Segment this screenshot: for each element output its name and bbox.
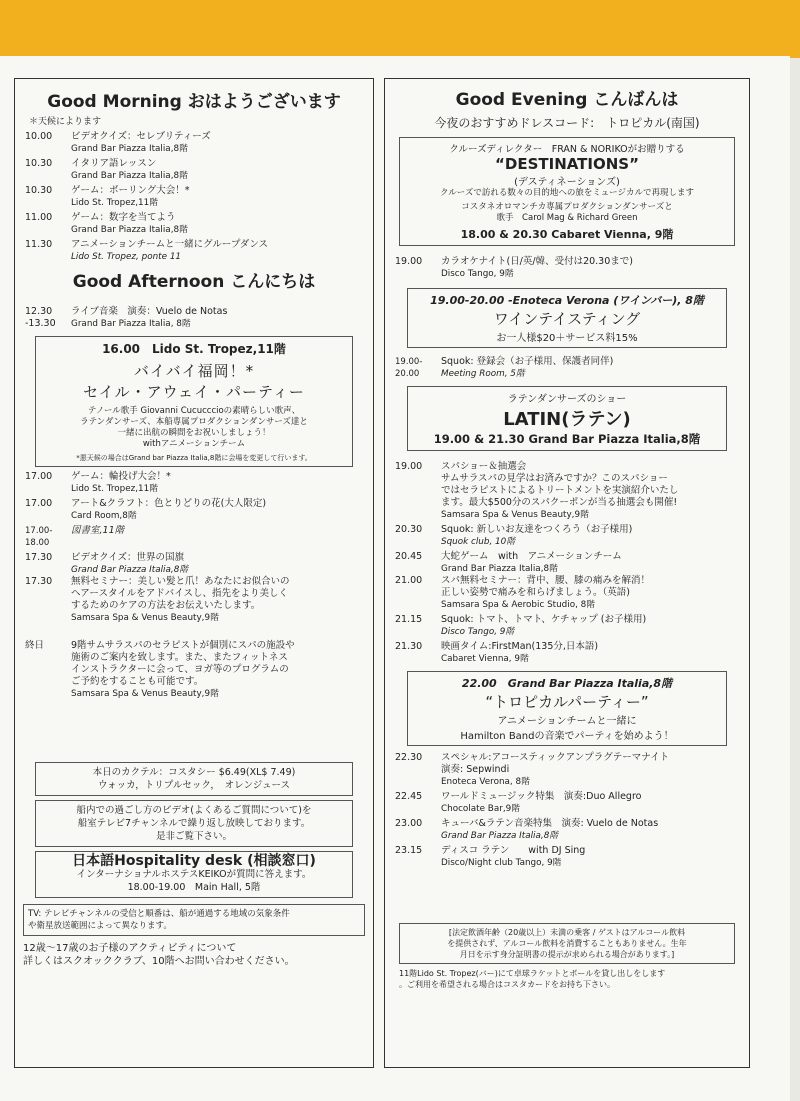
pingpong-line-1: 11階Lido St. Tropez(バー)にて卓球ラケットとボールを貸し出しをします (399, 969, 666, 978)
latin-header: ラテンダンサーズのショー (507, 394, 627, 405)
schedule-item (385, 845, 749, 869)
alcohol-line-2: を提供されず、アルコール飲料を消費することもありません。生年 (447, 939, 687, 948)
schedule-item (385, 818, 749, 842)
morning-schedule (15, 131, 373, 263)
alcohol-line-1: [法定飲酒年齢（20歳以上）未満の乗客 / ゲストはアルコール飲料 (448, 928, 686, 937)
item-time: 12.30 (25, 306, 53, 317)
destinations-title: “DESTINATIONS” (495, 155, 639, 173)
item-title: カラオケナイト(日/英/韓、受付は20.30まで) (441, 256, 633, 267)
seminar-line-3: するためのケアの方法をお伝えいたします。 (71, 600, 261, 611)
schedule-item (385, 791, 749, 815)
destinations-cast-2: 歌手 Carol Mag & Richard Green (496, 213, 638, 223)
item-time: 19.00-20.00 (395, 357, 423, 379)
schedule-item (15, 185, 373, 209)
tropical-line-1: アニメーションチームと一緒に (497, 716, 637, 727)
item-place: Grand Bar Piazza Italia,8階 (71, 565, 189, 575)
video-line-3: 是非ご覧下さい。 (155, 831, 232, 842)
item-time: 23.15 (395, 845, 423, 856)
item-place: Card Room,8階 (71, 511, 137, 521)
alcohol-line-3: 月日を示す身分証明書の提示が求められる場合があります。] (459, 950, 675, 959)
item-title: スペシャル:アコースティックアンプラグテーマナイト (441, 752, 670, 763)
schedule-item (15, 498, 373, 522)
item-place: Samsara Spa & Venus Beauty,9階 (441, 510, 589, 520)
sailaway-desc-2: ラテンダンサーズ、本船専属プロダクションダンサーズ達と (80, 417, 308, 427)
schedule-item-allday (15, 640, 373, 700)
schedule-item (15, 131, 373, 155)
hospitality-desk-box (35, 851, 353, 898)
item-place: Grand Bar Piazza Italia,8階 (441, 831, 559, 841)
item-place: Enoteca Verona, 8階 (441, 777, 530, 787)
weather-note: ＊天候によります (29, 117, 102, 127)
item-place: Disco Tango, 9階 (441, 269, 514, 279)
cocktail-line-1: 本日のカクテル：コスタシー $6.49(XL$ 7.49) (92, 767, 296, 778)
destinations-desc: クルーズで訪れる数々の目的地への旅をミュージカルで再現します (440, 188, 694, 198)
item-time: 11.30 (25, 239, 53, 250)
item-place: Samsara Spa & Aerobic Studio, 8階 (441, 600, 596, 610)
tv-line-2: や衛星放送範囲によって異なります。 (28, 921, 172, 931)
schedule-item-karaoke (385, 256, 749, 280)
item-time: 22.30 (395, 752, 423, 763)
item-place: Samsara Spa & Venus Beauty,9階 (71, 689, 219, 699)
item-time: 10.30 (25, 158, 53, 169)
destinations-box (399, 137, 735, 246)
afternoon-title: Good Afternoon こんにちは (72, 272, 316, 292)
item-title: 大蛇ゲーム with アニメーションチーム (441, 551, 622, 562)
schedule-item (385, 752, 749, 788)
item-time: 21.15 (395, 614, 423, 625)
schedule-item (385, 524, 749, 548)
item-title: Squok: 登録会（お子様用、保護者同伴) (441, 356, 614, 367)
kids-note (15, 942, 373, 968)
item-title: アート&クラフト：色とりどりの花(大人限定) (71, 498, 267, 509)
item-title: 映画タイム:FirstMan(135分,日本語) (441, 641, 599, 652)
item-time: 17.00 (25, 498, 53, 509)
video-box (35, 800, 353, 847)
kids-line-2: 詳しくはスクオッククラブ、10階へお問い合わせください。 (23, 956, 295, 967)
pingpong-line-2: 。ご利用を希望される場合はコスタカードをお持ち下さい。 (399, 980, 615, 989)
item-title: ワールドミュージック特集 演奏:Duo Allegro (441, 791, 642, 802)
item-place: Squok club, 10階 (441, 537, 516, 547)
sailaway-note: *悪天候の場合はGrand bar Piazza Italia,8階に会場を変更して行います。 (76, 454, 312, 462)
tv-line-1: TV: テレビチャンネルの受信と順番は、船が通過する地域の気象条件 (28, 909, 290, 919)
item-time: 20.45 (395, 551, 423, 562)
wine-price: お一人様$20＋サービス料15% (496, 333, 638, 344)
posture-line-1: スパ無料セミナー：背中、腰、膝の痛みを解消！ (441, 575, 651, 586)
schedule-item (15, 239, 373, 263)
item-time: 17.30 (25, 576, 53, 587)
item-time: 10.00 (25, 131, 53, 142)
item-time: 23.00 (395, 818, 423, 829)
desk-line-2: 18.00-19.00 Main Hall, 5階 (127, 882, 261, 893)
morning-title: Good Morning おはようございます (47, 92, 341, 112)
right-column (384, 78, 750, 1068)
sailaway-title-2: セイル・アウェイ・パーティー (83, 383, 305, 401)
tropical-line-2: Hamilton Bandの音楽でパーティを始めよう！ (460, 731, 674, 742)
schedule-item (15, 552, 373, 576)
item-time: 19.00 (395, 461, 423, 472)
item-place: Lido St. Tropez, ponte 11 (71, 252, 182, 262)
item-title: ライブ音楽 演奏：Vuelo de Notas (71, 306, 228, 317)
spa-line-1: スパショー＆抽選会 (441, 461, 527, 472)
wine-box (407, 288, 727, 348)
video-line-1: 船内での過ごし方のビデオ(よくあるご質問について)を (76, 805, 312, 816)
cocktail-box (35, 762, 353, 796)
destinations-time: 18.00 & 20.30 Cabaret Vienna, 9階 (460, 228, 674, 241)
item-time: 17.30 (25, 552, 53, 563)
afternoon-schedule (15, 471, 373, 576)
item-place: Disco/Night club Tango, 9階 (441, 858, 562, 868)
spa-line-2: サムサラスパの見学はお済みですか？このスパショー (441, 473, 668, 484)
evening-schedule (385, 524, 749, 575)
schedule-item (385, 551, 749, 575)
wine-title: ワインテイスティング (493, 310, 641, 328)
item-time: 10.30 (25, 185, 53, 196)
tropical-header: 22.00 Grand Bar Piazza Italia,8階 (461, 677, 673, 690)
sailaway-title-1: バイバイ福岡！* (133, 362, 255, 380)
schedule-item (15, 525, 373, 549)
schedule-item-seminar (15, 576, 373, 624)
sailaway-box (35, 336, 353, 467)
seminar-line-2: ヘアースタイルをアドバイスし、指先をより美しく (71, 588, 288, 599)
item-title: ディスコ ラテン with DJ Sing (441, 845, 586, 856)
item-title: Squok: トマト、トマト、ケチャップ (お子様用) (441, 614, 647, 625)
left-column (14, 78, 374, 1068)
item-title: ゲーム：輪投げ大会！* (71, 471, 171, 482)
sailaway-desc-1: テノール歌手 Giovanni Cucucccioの素晴らしい歌声、 (87, 406, 301, 416)
seminar-line-1: 無料セミナー：美しい髪と爪！あなたにお似合いの (71, 576, 290, 587)
evening-title: Good Evening こんばんは (455, 90, 679, 110)
item-time: 11.00 (25, 212, 53, 223)
destinations-cast-1: コスタネオロマンチカ専属プロダクションダンサーズと (461, 202, 673, 212)
kids-line-1: 12歳～17歳のお子様のアクティビティについて (23, 943, 237, 954)
posture-line-2: 正しい姿勢で痛みを和らげましょう。（英語) (441, 587, 630, 598)
item-place: Grand Bar Piazza Italia,8階 (71, 225, 188, 235)
item-time: 17.00 (25, 471, 53, 482)
sailaway-header: 16.00 Lido St. Tropez,11階 (102, 342, 286, 356)
item-place: Grand Bar Piazza Italia, 8階 (71, 319, 191, 329)
item-place: Chocolate Bar,9階 (441, 804, 521, 814)
pingpong-note (385, 968, 749, 990)
item-time: 20.30 (395, 524, 423, 535)
item-title: ゲーム：数字を当てよう (71, 212, 176, 223)
schedule-item (385, 614, 749, 638)
desk-title: 日本語Hospitality desk (相談窓口) (72, 853, 316, 869)
item-time: 17.00-18.00 (25, 526, 53, 548)
item-title: 図書室,11階 (71, 525, 125, 536)
desk-line-1: インターナショナルホステスKEIKOが質問に答えます。 (76, 869, 312, 880)
allday-line-2: 施術のご案内を致します。また、またフィットネス (71, 652, 288, 663)
item-place: Disco Tango, 9階 (441, 627, 515, 637)
latin-title: LATIN(ラテン) (503, 409, 631, 430)
top-color-band (0, 0, 800, 58)
item-place: Grand Bar Piazza Italia,8階 (71, 171, 188, 181)
schedule-item-spa-show (385, 461, 749, 521)
schedule-item (15, 212, 373, 236)
cocktail-line-2: ウォッカ，トリプルセック， オレンジュース (97, 780, 291, 791)
latin-box (407, 386, 727, 451)
item-place: Lido St. Tropez,11階 (71, 198, 159, 208)
spa-line-3: ではセラピストによるトリートメントを実演紹介いたし (441, 485, 679, 496)
item-time: 22.45 (395, 791, 423, 802)
allday-line-4: ご予約をすることも可能です。 (71, 676, 204, 687)
item-time: 19.00 (395, 256, 423, 267)
item-title: イタリア語レッスン (71, 158, 157, 169)
tv-note-box (23, 904, 365, 936)
late-schedule (385, 752, 749, 869)
schedule-item-squok-registration (385, 356, 749, 380)
alcohol-notice (399, 923, 735, 964)
item-title: キューバ&ラテン音楽特集 演奏: Vuelo de Notas (441, 818, 659, 829)
item-place: Grand Bar Piazza Italia,8階 (71, 144, 188, 154)
item-title: ビデオクイズ：セレブリティーズ (71, 131, 211, 142)
item-title: ビデオクイズ：世界の国旗 (71, 552, 185, 563)
schedule-item (385, 641, 749, 665)
latin-time: 19.00 & 21.30 Grand Bar Piazza Italia,8階 (433, 432, 701, 446)
item-place: Meeting Room, 5階 (441, 369, 525, 379)
tropical-title: “トロピカルパーティー” (485, 693, 649, 711)
sailaway-desc-3: 一緒に出航の瞬間をお祝いしましょう！ (117, 428, 271, 438)
destinations-intro: クルーズディレクター FRAN & NORIKOがお贈りする (449, 144, 685, 155)
schedule-item-posture-seminar (385, 575, 749, 611)
spa-line-4: ます。最大$500分のスパクーポンが当る抽選会も開催! (441, 497, 678, 508)
schedule-item (15, 471, 373, 495)
item-time: 21.30 (395, 641, 423, 652)
tropical-box (407, 671, 727, 746)
dresscode: 今夜のおすすめドレスコード: トロピカル(南国) (434, 116, 700, 130)
wine-header: 19.00-20.00 -Enoteca Verona (ワインバー), 8階 (430, 294, 704, 307)
item-place: Samsara Spa & Venus Beauty,9階 (71, 613, 219, 623)
item-subtitle: 演奏: Sepwindi (441, 764, 510, 775)
allday-line-3: インストラクターに会って、ヨガ等のプログラムの (71, 664, 289, 675)
evening-schedule-2 (385, 614, 749, 665)
schedule-item-live-music (15, 306, 373, 330)
video-line-2: 船室テレビ7チャンネルで繰り返し放映しております。 (77, 818, 311, 829)
item-place: Lido St. Tropez,11階 (71, 484, 159, 494)
item-title: ゲーム：ボーリング大会！* (71, 185, 190, 196)
item-title: Squok: 新しいお友達をつくろう（お子様用) (441, 524, 633, 535)
item-place: Grand Bar Piazza Italia,8階 (441, 564, 558, 574)
sailaway-desc-4: withアニメーションチーム (142, 439, 246, 449)
item-time-end: -13.30 (25, 318, 56, 329)
allday-line-1: 9階サムサラスパのセラピストが個別にスパの施設や (71, 640, 295, 651)
item-time: 終日 (25, 640, 45, 651)
item-title: アニメーションチームと一緒にグループダンス (71, 239, 269, 250)
destinations-kana: (デスティネーションズ) (514, 177, 620, 188)
schedule-item (15, 158, 373, 182)
item-time: 21.00 (395, 575, 423, 586)
item-place: Cabaret Vienna, 9階 (441, 654, 529, 664)
